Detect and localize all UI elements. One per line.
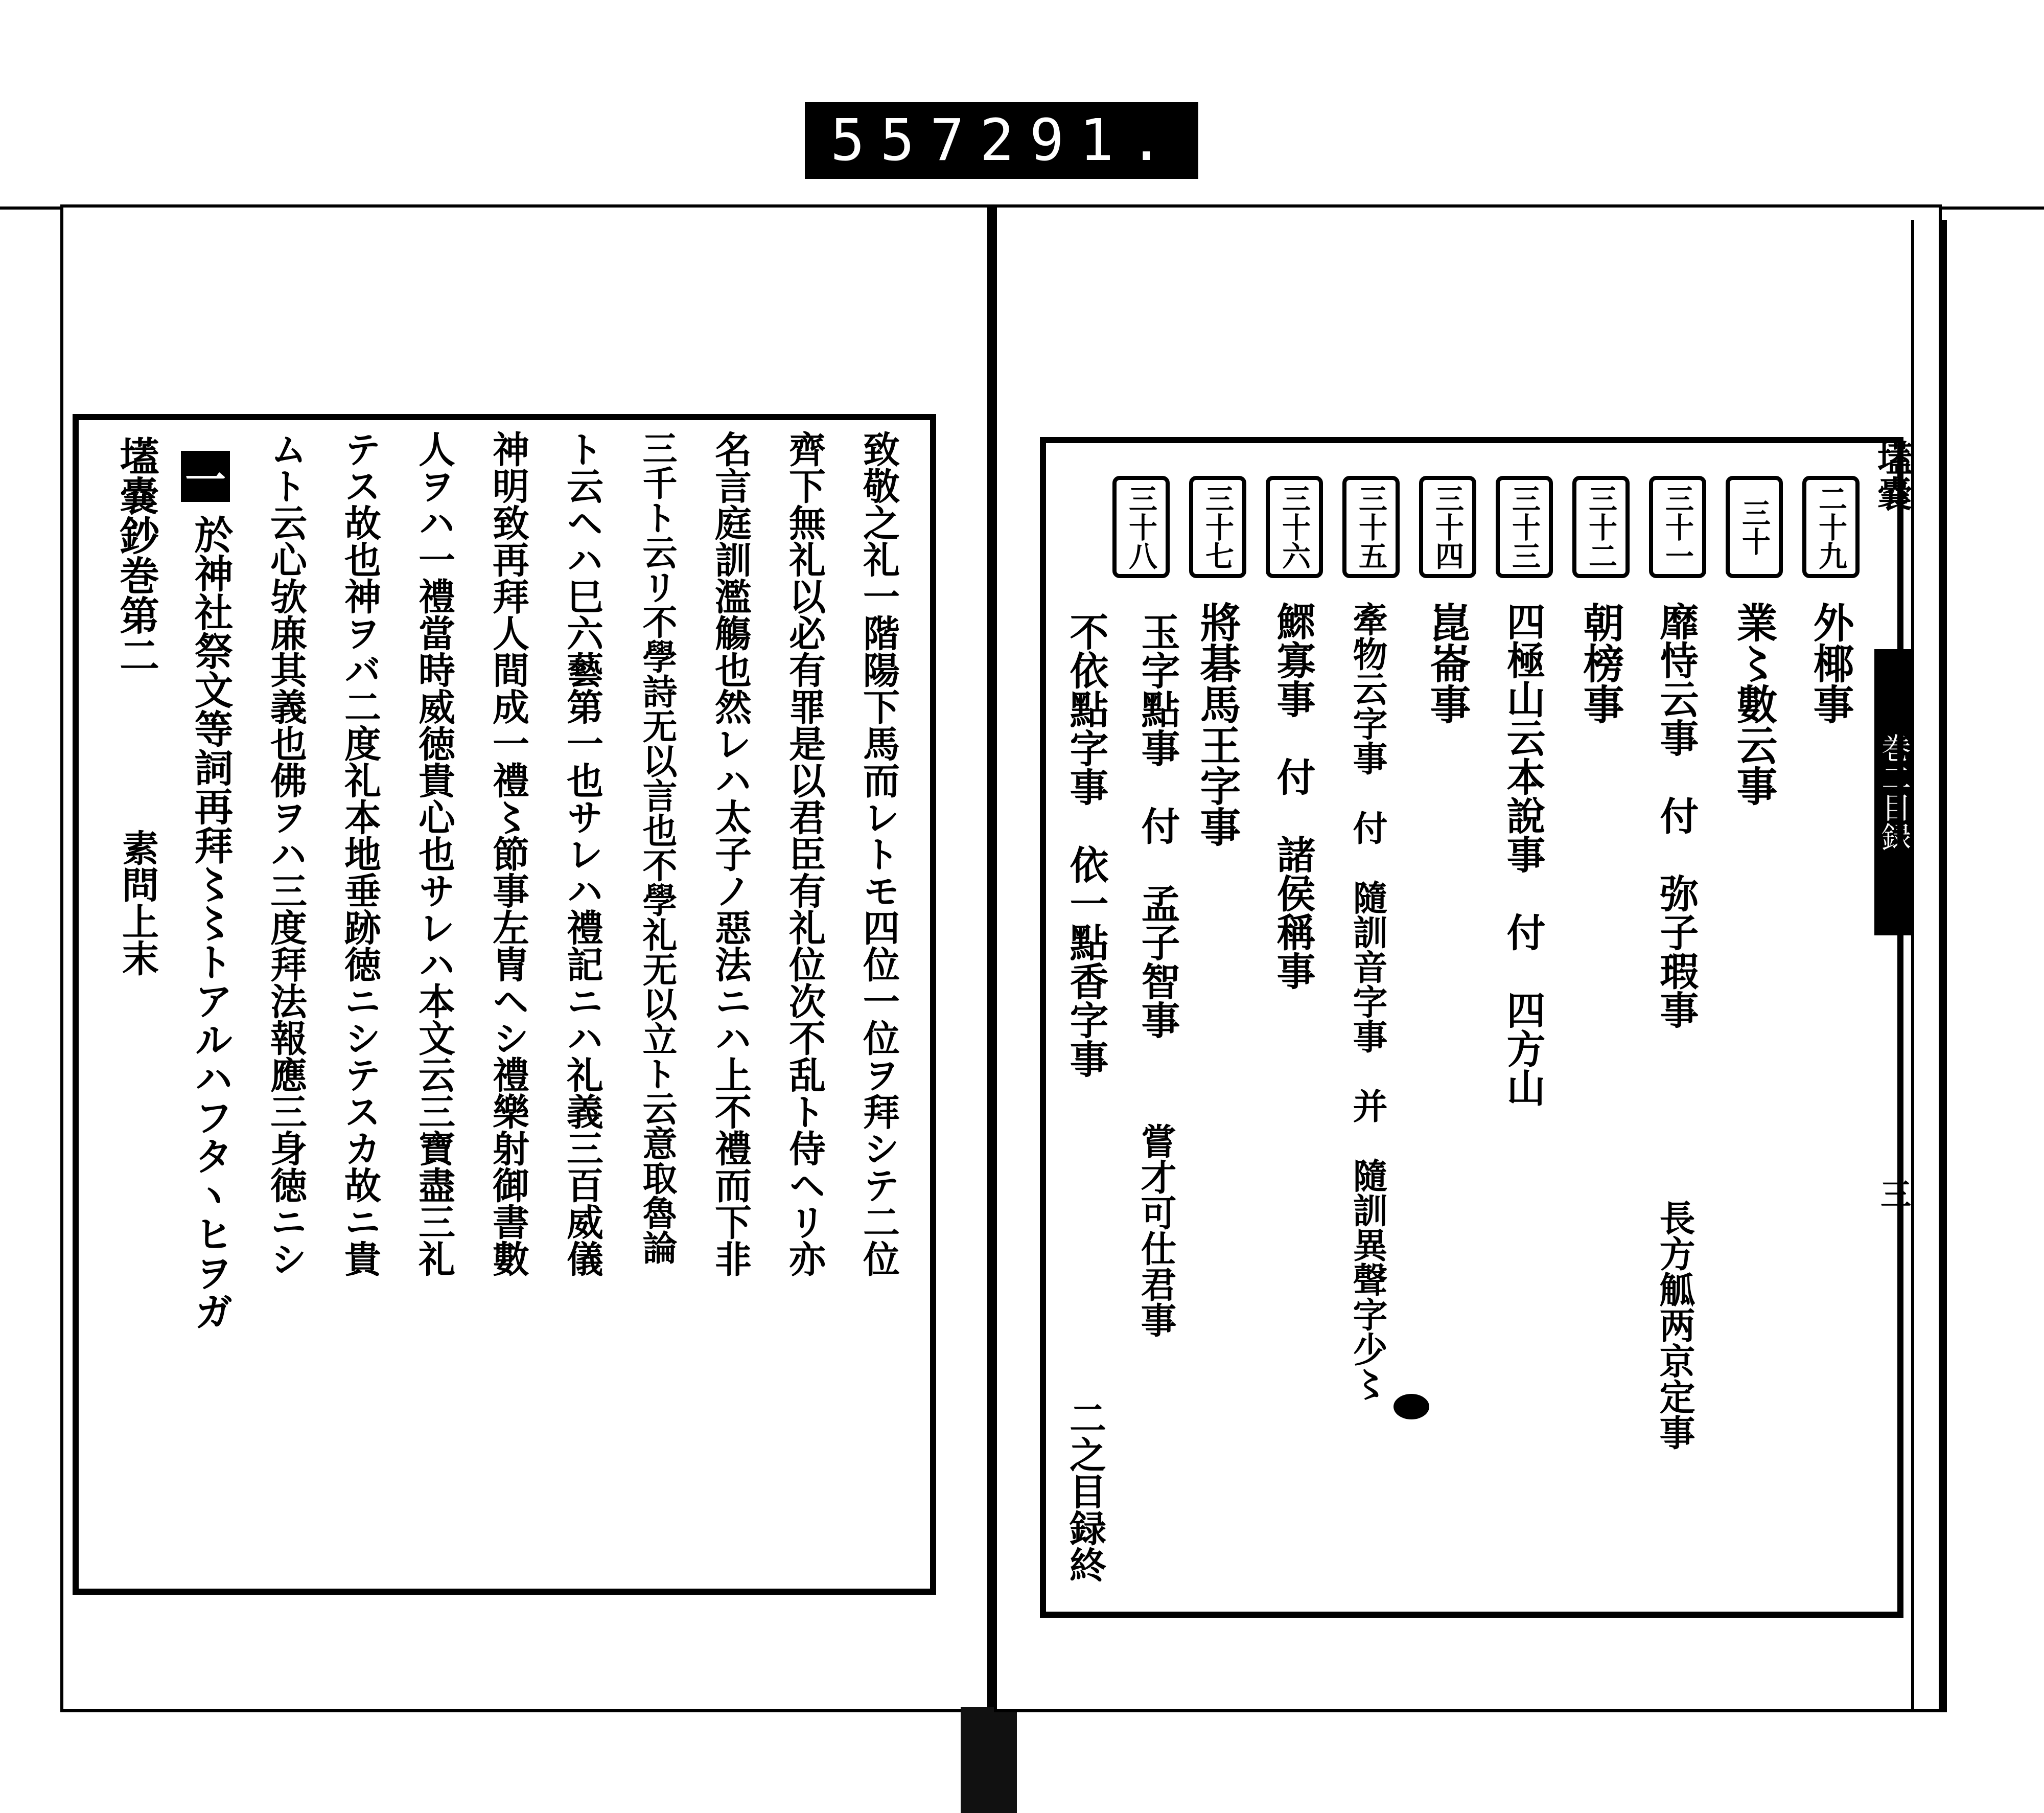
binding-block (961, 1707, 1017, 1813)
right-page-number: 三 (1880, 1177, 1911, 1213)
entry-number-34: 三十四 (1419, 476, 1476, 578)
entry-37: 將碁馬王字事 (1193, 602, 1241, 847)
entry-38-extra: 嘗才可仕君事 (1135, 1123, 1177, 1338)
entry-number-35: 三十五 (1342, 476, 1400, 578)
left-column-10: 致敬之礼一階陽下馬而レトモ四位一位ヲ拜シテ二位 (857, 430, 900, 1277)
entry-number-38: 三十八 (1112, 476, 1170, 578)
entry-35: 牽物云字事 付 隨訓音字事 并 隨訓異聲字少〻 (1347, 602, 1388, 1401)
entry-31-extra: 長方觚两京定事 (1654, 1200, 1696, 1450)
shelf-label-right: 291. (980, 107, 1179, 174)
left-column-3: テス故也神ヲバ二度礼本地垂跡徳ニシテスカ故ニ貴 (338, 430, 382, 1277)
left-column-5: 神明致再拜人間成一禮〻節事左冑ヘシ禮樂射御書數 (486, 430, 530, 1277)
entry-30: 業〻數云事 (1730, 602, 1778, 806)
entry-39: 不依點字事 依一點香字事 (1063, 612, 1109, 1078)
right-side-title: 壒嚢 (1871, 440, 1914, 511)
left-column-9: 齊下無礼以必有罪是以君臣有礼位次不乱ト侍ヘリ亦 (783, 430, 826, 1277)
entry-36: 鰥寡事 付 諸侯稱事 (1270, 602, 1316, 990)
entry-number-29: 二十九 (1802, 476, 1860, 578)
entry-38: 玉字點事 付 孟子智事 (1135, 612, 1180, 1039)
shelf-label-left: 557 (830, 107, 980, 174)
entry-number-32: 三十二 (1572, 476, 1630, 578)
entry-29: 外椰事 (1806, 602, 1854, 724)
contents-end-note: 二之目録終 (1063, 1399, 1107, 1583)
left-running-title: 壒嚢鈔巻第二 (113, 435, 159, 675)
entry-number-33: 三十三 (1496, 476, 1553, 578)
entry-32: 朝榜事 (1576, 602, 1624, 724)
entry-33: 四極山云本說事 付 四方山 (1500, 602, 1546, 1107)
entry-number-30: 三十 (1726, 476, 1783, 578)
heading-mark: 一 (181, 451, 230, 502)
ink-blot (1393, 1394, 1429, 1419)
entry-number-31: 三十一 (1649, 476, 1706, 578)
left-section-note: 素問上末 (116, 829, 159, 976)
page-edge (1911, 220, 1947, 1712)
left-column-7: 三千ト云リ不學詩无以言也不學礼无以立ト云意取魯論 (637, 430, 678, 1265)
gutter-line (987, 204, 994, 1712)
left-column-6: ト云ヘハ巳六藝第一也サレハ禮記ニハ礼義三百威儀 (561, 430, 604, 1277)
entry-31: 靡恃云事 付 弥子瑕事 (1654, 602, 1699, 1029)
left-column-2: ムト云心欤𢈘其義也佛ヲハ三度拜法報應三身徳ニシ (264, 430, 308, 1277)
entry-number-36: 三十六 (1266, 476, 1323, 578)
left-column-1: 於神社祭文等詞再拜〻〻トアルハフタヽヒヲガ (188, 515, 234, 1330)
shelf-label (805, 102, 1198, 179)
right-text-frame (1040, 437, 1903, 1618)
entry-34: 崑崙事 (1423, 602, 1471, 724)
left-text-frame (73, 414, 936, 1595)
right-side-label: 巻二目録 (1874, 649, 1913, 935)
left-column-8: 名言庭訓濫觴也然レハ太子ノ惡法ニハ上不禮而下非 (709, 430, 752, 1277)
left-column-4: 人ヲハ一禮當時威徳貴心也サレハ本文云三寶盡三礼 (412, 430, 456, 1277)
entry-number-37: 三十七 (1189, 476, 1246, 578)
